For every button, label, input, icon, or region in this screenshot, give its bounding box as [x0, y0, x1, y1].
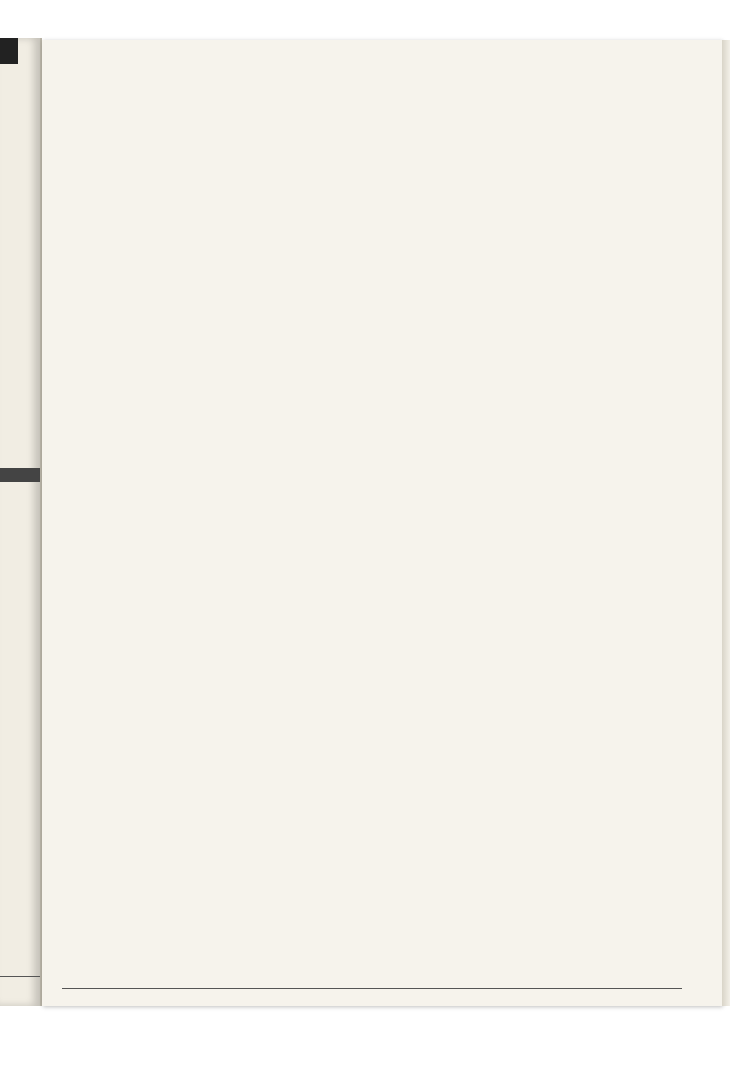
- previous-page-edge: [0, 38, 42, 1006]
- page-footer: [62, 988, 682, 991]
- article-column-left: [62, 82, 354, 99]
- page-right-edge: [722, 40, 730, 1006]
- magazine-page: [42, 40, 722, 1006]
- page-corner-shadow: [0, 38, 18, 64]
- previous-page-footer-rule: [0, 976, 40, 977]
- section-divider-bar: [0, 468, 40, 482]
- article-column-right: [390, 82, 682, 99]
